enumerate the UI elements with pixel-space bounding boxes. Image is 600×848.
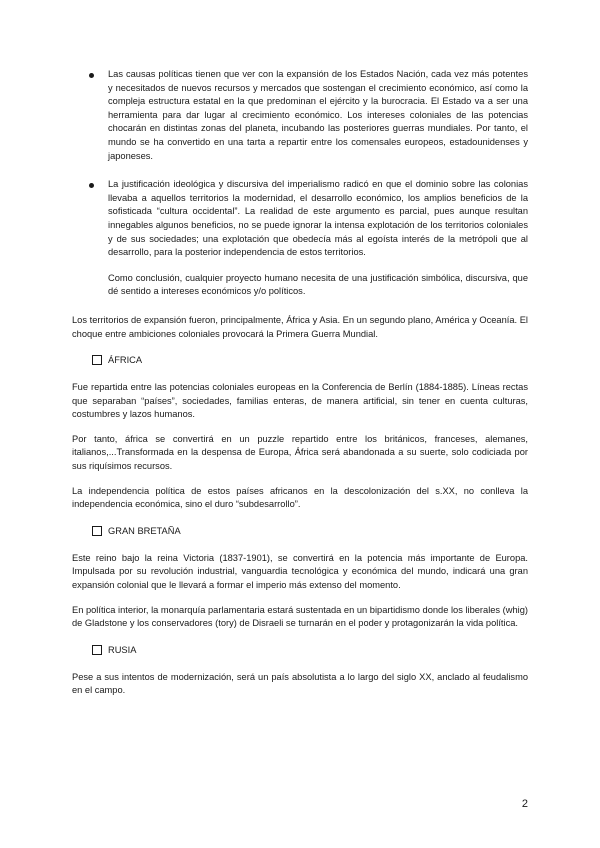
- document-page: [72, 68, 528, 709]
- section-heading-label: RUSIA: [108, 644, 137, 655]
- section-heading-label: ÁFRICA: [108, 355, 143, 366]
- body-paragraph: Fue repartida entre las potencias coloniales europeas en la Conferencia de Berlín (1884-1885). Líneas rectas que separaban “países”, sociedades, familias enteras, de manera artificial, sin tener en cuenta culturas, costumbres y lazos humanos.: [72, 382, 528, 420]
- body-paragraph: Este reino bajo la reina Victoria (1837-1901), se convertirá en la potencia más importante de Europa. Impulsada por su revolución industrial, vanguardia tecnológica y económica del mundo, indicará una gran expansión colonial que le llevará a formar el imperio más extenso del momento.: [72, 552, 528, 591]
- checkbox-icon: [92, 645, 102, 655]
- body-paragraph: Pese a sus intentos de modernización, será un país absolutista a lo largo del siglo XX, anclado al feudalismo en el campo.: [72, 671, 528, 696]
- section-heading-africa: [72, 355, 528, 365]
- checkbox-icon: [92, 355, 102, 365]
- bullet-dot-icon: [89, 73, 94, 78]
- bullet-item: [72, 178, 528, 299]
- section-heading-gran-bretana: [72, 526, 528, 536]
- checkbox-icon: [92, 526, 102, 536]
- bullet-item: [72, 68, 528, 163]
- section-heading-rusia: [72, 645, 528, 655]
- page-number: 2: [521, 798, 528, 810]
- bullet-dot-icon: [89, 183, 94, 188]
- body-paragraph: La independencia política de estos países africanos en la descolonización del s.XX, no conlleva la independencia económica, sino el duro “subdesarrollo”.: [72, 485, 528, 510]
- body-paragraph: En política interior, la monarquía parlamentaria estará sustentada en un bipartidismo donde los liberales (whig) de Gladstone y los conservadores (tory) de Disraeli se turnarán en el poder y protagonizarán la vida política.: [72, 604, 528, 629]
- bullet-paragraph: Las causas políticas tienen que ver con la expansión de los Estados Nación, cada vez más potentes y necesitados de nuevos recursos y mercados que sostengan el crecimiento económico, así como la compleja estructura estatal en la que predominan el ejército y la burocracia. El Estado va a ser una herramienta para dar lugar al crecimiento económico. Los intereses coloniales de las potencias chocarán en distintas zonas del planeta, incubando las posteriores guerras mundiales. Por tanto, el mundo se ha convertido en una tarta a repartir entre los comensales europeos, estadounidenses y japoneses.: [108, 69, 528, 161]
- intro-paragraph: Los territorios de expansión fueron, principalmente, África y Asia. En un segundo plano, América y Oceanía. El choque entre ambiciones coloniales provocará la Primera Guerra Mundial.: [72, 314, 528, 339]
- bullet-paragraph: La justificación ideológica y discursiva del imperialismo radicó en que el dominio sobre las colonias llevaba a aquellos territorios la modernidad, el desarrollo económico, los amplios beneficios de la sofisticada “cultura occidental”. La realidad de este argumento es parcial, pues aunque resultan innegables algunos beneficios, no se puede ignorar la intensa explotación de los territorios coloniales y de sus sociedades; una explotación que obedecía más al egoísta interés de la metrópoli que al desarrollo, para la posterior independencia de estos territorios.: [108, 179, 528, 258]
- bullet-paragraph: Como conclusión, cualquier proyecto humano necesita de una justificación simbólica, discursiva, que dé sentido a intereses económicos y/o políticos.: [108, 272, 528, 297]
- body-paragraph: Por tanto, áfrica se convertirá en un puzzle repartido entre los británicos, franceses, alemanes, italianos,...Transformada en la despensa de Europa, África será abandonada a su suerte, solo codiciada por sus riquísimos recursos.: [72, 433, 528, 472]
- section-heading-label: GRAN BRETAÑA: [108, 525, 181, 536]
